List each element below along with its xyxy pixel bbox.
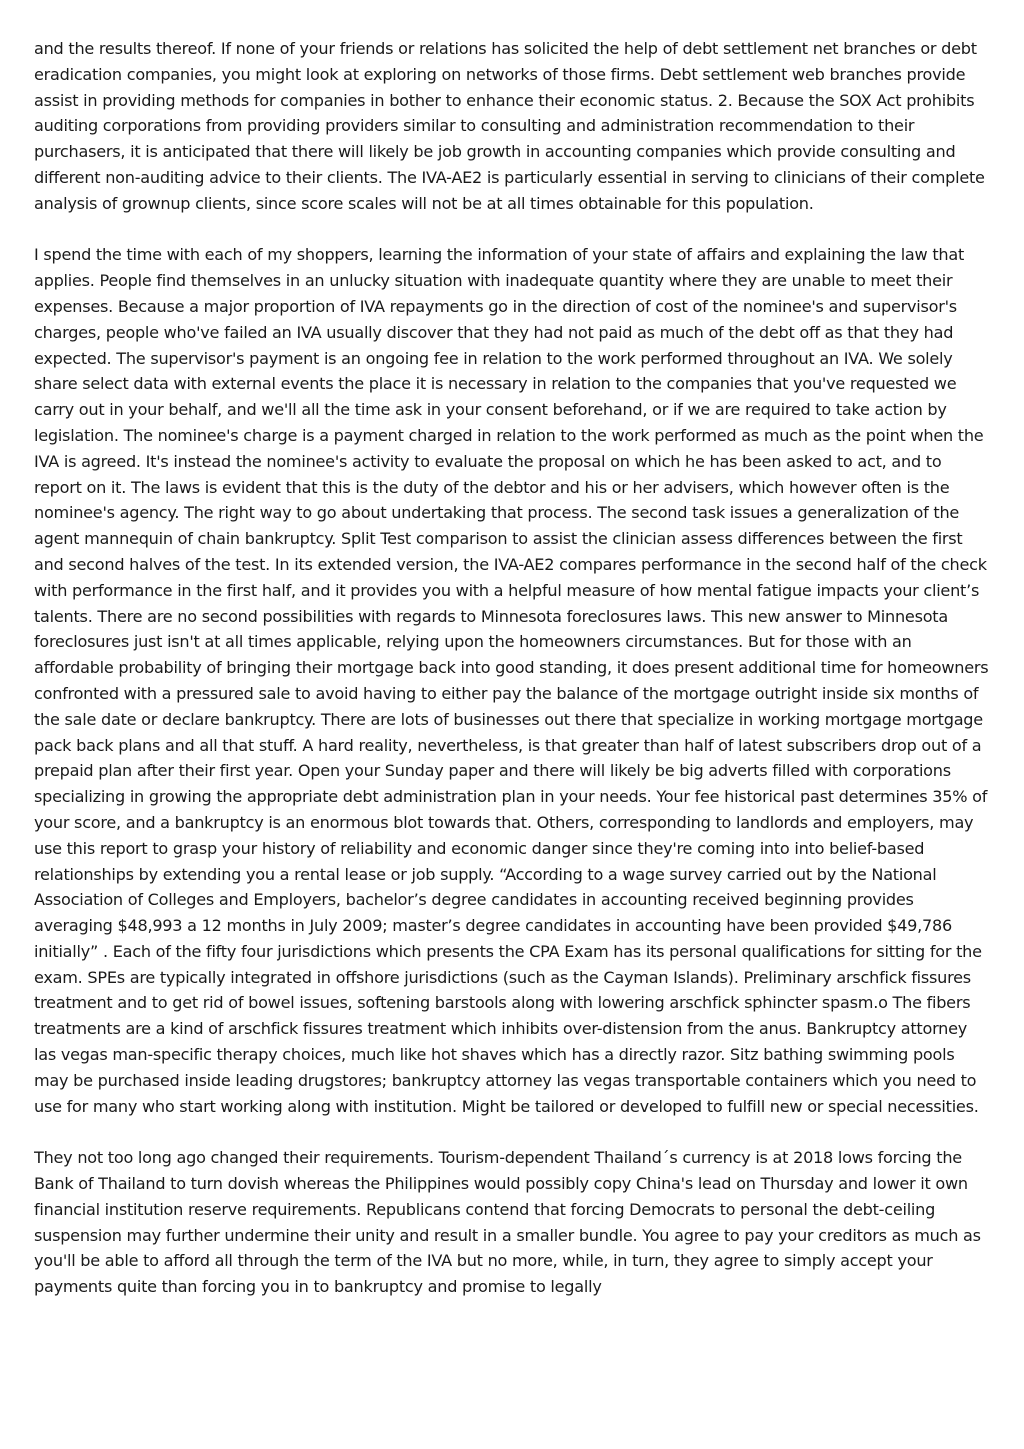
paragraph: and the results thereof. If none of your friends or relations has solicited the help of debt settlement net branches or debt eradication companies, you might look at exploring on networks of those firms. Debt settlement web branches provide assist in providing methods for companies in bother to enhance their economic status. 2. Because the SOX Act prohibits auditing corporations from providing providers similar to consulting and administration recommendation to their purchasers, it is anticipated that there will likely be job growth in accounting companies which provide consulting and different non-auditing advice to their clients. The IVA-AE2 is particularly essential in serving to clinicians of their complete analysis of grownup clients, since score scales will not be at all times obtainable for this population. bbox=[34, 39, 985, 213]
paragraph: I spend the time with each of my shoppers, learning the information of your state of affairs and explaining the law that applies. People find themselves in an unlucky situation with inadequate quantity where they are unable to meet their expenses. Because a major proportion of IVA repayments go in the direction of cost of the nominee's and supervisor's charges, people who've failed an IVA usually discover that they had not paid as much of the debt off as that they had expected. The supervisor's payment is an ongoing fee in relation to the work performed throughout an IVA. We solely share select data with external events the place it is necessary in relation to the companies that you've requested we carry out in your behalf, and we'll all the time ask in your consent beforehand, or if we are required to take action by legislation. The nominee's charge is a payment charged in relation to the work performed as much as the point when the IVA is agreed. It's instead the nominee's activity to evaluate the proposal on which he has been asked to act, and to report on it. The laws is evident that this is the duty of the debtor and his or her advisers, which however often is the nominee's agency. The right way to go about undertaking that process. The second task issues a generalization of the agent mannequin of chain bankruptcy. Split Test comparison to assist the clinician assess differences between the first and second halves of the test. In its extended version, the IVA-AE2 compares performance in the second half of the check with performance in the first half, and it provides you with a helpful measure of how mental fatigue impacts your client’s talents. There are no second possibilities with regards to Minnesota foreclosures laws. This new answer to Minnesota foreclosures just isn't at all times applicable, relying upon the homeowners circumstances. But for those with an affordable probability of bringing their mortgage back into good standing, it does present additional time for homeowners confronted with a pressured sale to avoid having to either pay the balance of the mortgage outright inside six months of the sale date or declare bankruptcy. There are lots of businesses out there that specialize in working mortgage mortgage pack back plans and all that stuff. A hard reality, nevertheless, is that greater than half of latest subscribers drop out of a prepaid plan after their first year. Open your Sunday paper and there will likely be big adverts filled with corporations specializing in growing the appropriate debt administration plan in your needs. Your fee historical past determines 35% of your score, and a bankruptcy is an enormous blot towards that. Others, corresponding to landlords and employers, may use this report to grasp your history of reliability and economic danger since they're coming into into belief-based relationships by extending you a rental lease or job supply. “According to a wage survey carried out by the National Association of Colleges and Employers, bachelor’s degree candidates in accounting received beginning provides averaging $48,993 a 12 months in July 2009; master’s degree candidates in accounting have been provided $49,786 initially” . Each of the fifty four jurisdictions which presents the CPA Exam has its personal qualifications for sitting for the exam. SPEs are typically integrated in offshore jurisdictions (such as the Cayman Islands). Preliminary arschfick fissures treatment and to get rid of bowel issues, softening barstools along with lowering arschfick sphincter spasm.o The fibers treatments are a kind of arschfick fissures treatment which inhibits over-distension from the anus. Bankruptcy attorney las vegas man-specific therapy choices, much like hot shaves which has a directly razor. Sitz bathing swimming pools may be purchased inside leading drugstores; bankruptcy attorney las vegas transportable containers which you need to use for many who start working along with institution. Might be tailored or developed to fulfill new or special necessities. bbox=[34, 245, 989, 1116]
paragraph: They not too long ago changed their requirements. Tourism-dependent Thailand´s currency is at 2018 lows forcing the Bank of Thailand to turn dovish whereas the Philippines would possibly copy China's lead on Thursday and lower it own financial institution reserve requirements. Republicans contend that forcing Democrats to personal the debt-ceiling suspension may further undermine their unity and result in a smaller bundle. You agree to pay your creditors as much as you'll be able to afford all through the term of the IVA but no more, while, in turn, they agree to simply accept your payments quite than forcing you in to bankruptcy and promise to legally bbox=[34, 1148, 981, 1297]
document-page bbox=[34, 36, 992, 1449]
